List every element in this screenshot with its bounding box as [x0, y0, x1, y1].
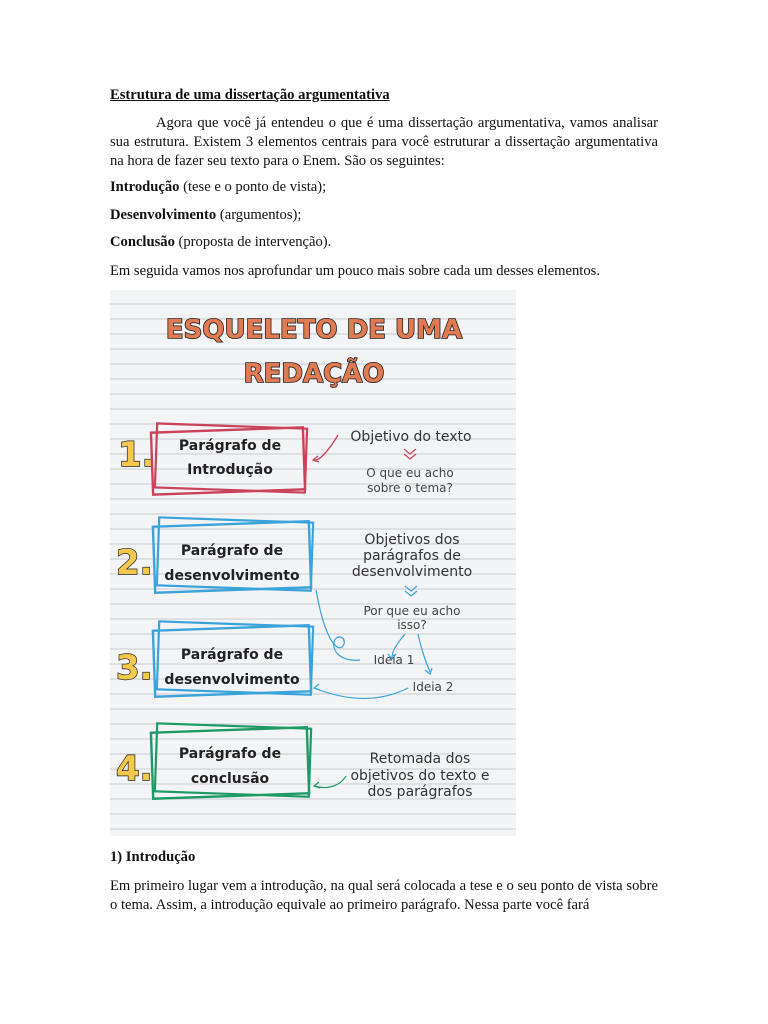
list-item-desenvolvimento — [110, 206, 301, 225]
box-line2: desenvolvimento — [164, 568, 300, 584]
note-obj-par-2: parágrafos de — [363, 548, 461, 564]
step-number: 2. — [116, 543, 153, 583]
item-term: Desenvolvimento — [110, 207, 217, 223]
note-retomada-3: dos parágrafos — [367, 784, 473, 800]
note-por-que-1: Por que eu acho — [363, 604, 461, 618]
list-item-introducao — [110, 178, 326, 197]
step-number: 1. — [118, 435, 155, 475]
item-desc: (argumentos); — [216, 207, 302, 223]
section-heading: 1) Introdução — [110, 849, 196, 865]
box-line2: conclusão — [190, 771, 270, 787]
box-line1: Parágrafo de — [178, 438, 282, 454]
followup-paragraph: Em seguida vamos nos aprofundar um pouco mais sobre cada um desses elementos. — [110, 263, 600, 279]
note-ideia2: Ideia 2 — [412, 680, 454, 694]
item-desc: (tese e o ponto de vista); — [179, 179, 327, 195]
note-por-que-2: isso? — [397, 618, 427, 632]
note-retomada-1: Retomada dos — [369, 751, 471, 767]
note-retomada-2: objetivos do texto e — [350, 768, 490, 784]
figure-title-line2: REDAÇÃO — [243, 359, 385, 389]
note-obj-par-1: Objetivos dos — [364, 532, 460, 548]
item-desc: (proposta de intervenção). — [174, 234, 332, 250]
note-objetivo-texto: Objetivo do texto — [350, 429, 472, 445]
note-ideia1: Ideia 1 — [373, 653, 415, 667]
section-paragraph: Em primeiro lugar vem a introdução, na qual será colocada a tese e o seu ponto de vista sobre o tema. Assim, a introdução equivale ao primeiro parágrafo. Nessa parte você fará — [110, 878, 658, 913]
document-title: Estrutura de uma dissertação argumentativa — [110, 87, 390, 103]
item-term: Conclusão — [110, 234, 175, 250]
box-line2: desenvolvimento — [164, 672, 300, 688]
box-line2: Introdução — [187, 462, 273, 478]
essay-skeleton-illustration — [110, 290, 516, 836]
note-o-que-acho-2: sobre o tema? — [367, 481, 453, 495]
box-line1: Parágrafo de — [178, 746, 282, 762]
note-o-que-acho-1: O que eu acho — [366, 466, 454, 480]
figure-title-line1: ESQUELETO DE UMA — [165, 315, 463, 345]
list-item-conclusao — [110, 233, 331, 252]
note-obj-par-3: desenvolvimento — [351, 564, 473, 580]
intro-paragraph — [110, 114, 658, 171]
item-term: Introdução — [110, 179, 180, 195]
intro-paragraph-text: Agora que você já entendeu o que é uma dissertação argumentativa, vamos analisar sua estrutura. Existem 3 elementos centrais para você estruturar a dissertação argumentativa na hora de fazer seu texto para o Enem. São os seguintes: — [110, 115, 658, 169]
box-line1: Parágrafo de — [180, 647, 284, 663]
step-number: 3. — [116, 648, 153, 688]
step-number: 4. — [116, 749, 153, 789]
box-line1: Parágrafo de — [180, 543, 284, 559]
